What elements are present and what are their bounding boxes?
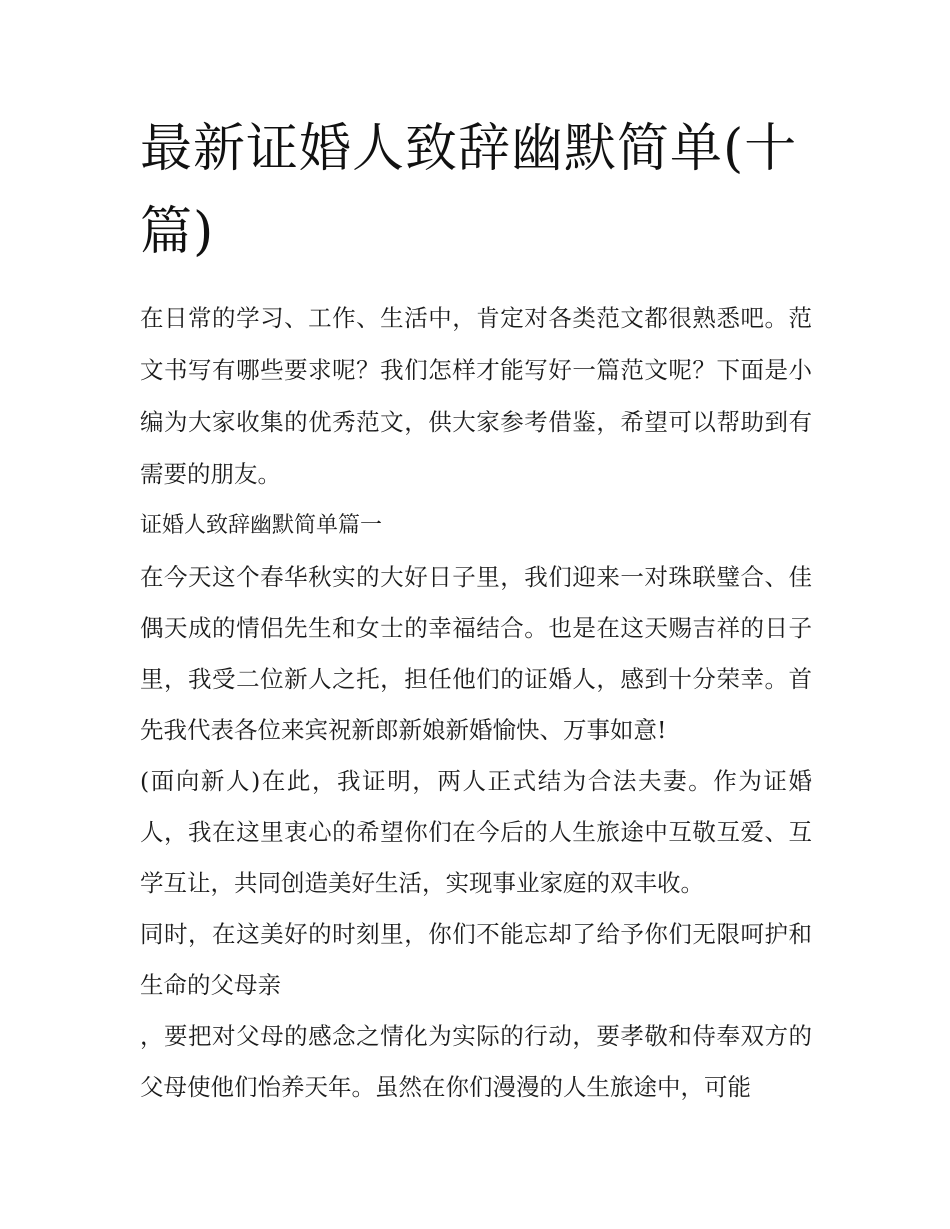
body-paragraph-4: ，要把对父母的感念之情化为实际的行动，要孝敬和侍奉双方的父母使他们怡养天年。虽然在你们漫漫的人生旅途中，可能 [140, 1022, 812, 1101]
body-paragraph-3: 同时，在这美好的时刻里，你们不能忘却了给予你们无限呵护和生命的父母亲 [140, 920, 812, 999]
document-title: 最新证婚人致辞幽默简单(十篇) [140, 119, 798, 262]
section-heading: 证婚人致辞幽默简单篇一 [140, 513, 383, 538]
body-paragraph-1: 在今天这个春华秋实的大好日子里，我们迎来一对珠联璧合、佳偶天成的情侣先生和女士的幸福结合。也是在这天赐吉祥的日子里，我受二位新人之托，担任他们的证婚人，感到十分荣幸。首先我代表各位来宾祝新郎新娘新婚愉快、万事如意! [140, 563, 812, 744]
document-page [140, 108, 812, 1113]
intro-paragraph: 在日常的学习、工作、生活中，肯定对各类范文都很熟悉吧。范文书写有哪些要求呢？我们怎样才能写好一篇范文呢？下面是小编为大家收集的优秀范文，供大家参考借鉴，希望可以帮助到有需要的朋友。 [140, 304, 812, 488]
body-paragraph-2: (面向新人)在此，我证明，两人正式结为合法夫妻。作为证婚人，我在这里衷心的希望你们在今后的人生旅途中互敬互爱、互学互让，共同创造美好生活，实现事业家庭的双丰收。 [140, 767, 812, 897]
